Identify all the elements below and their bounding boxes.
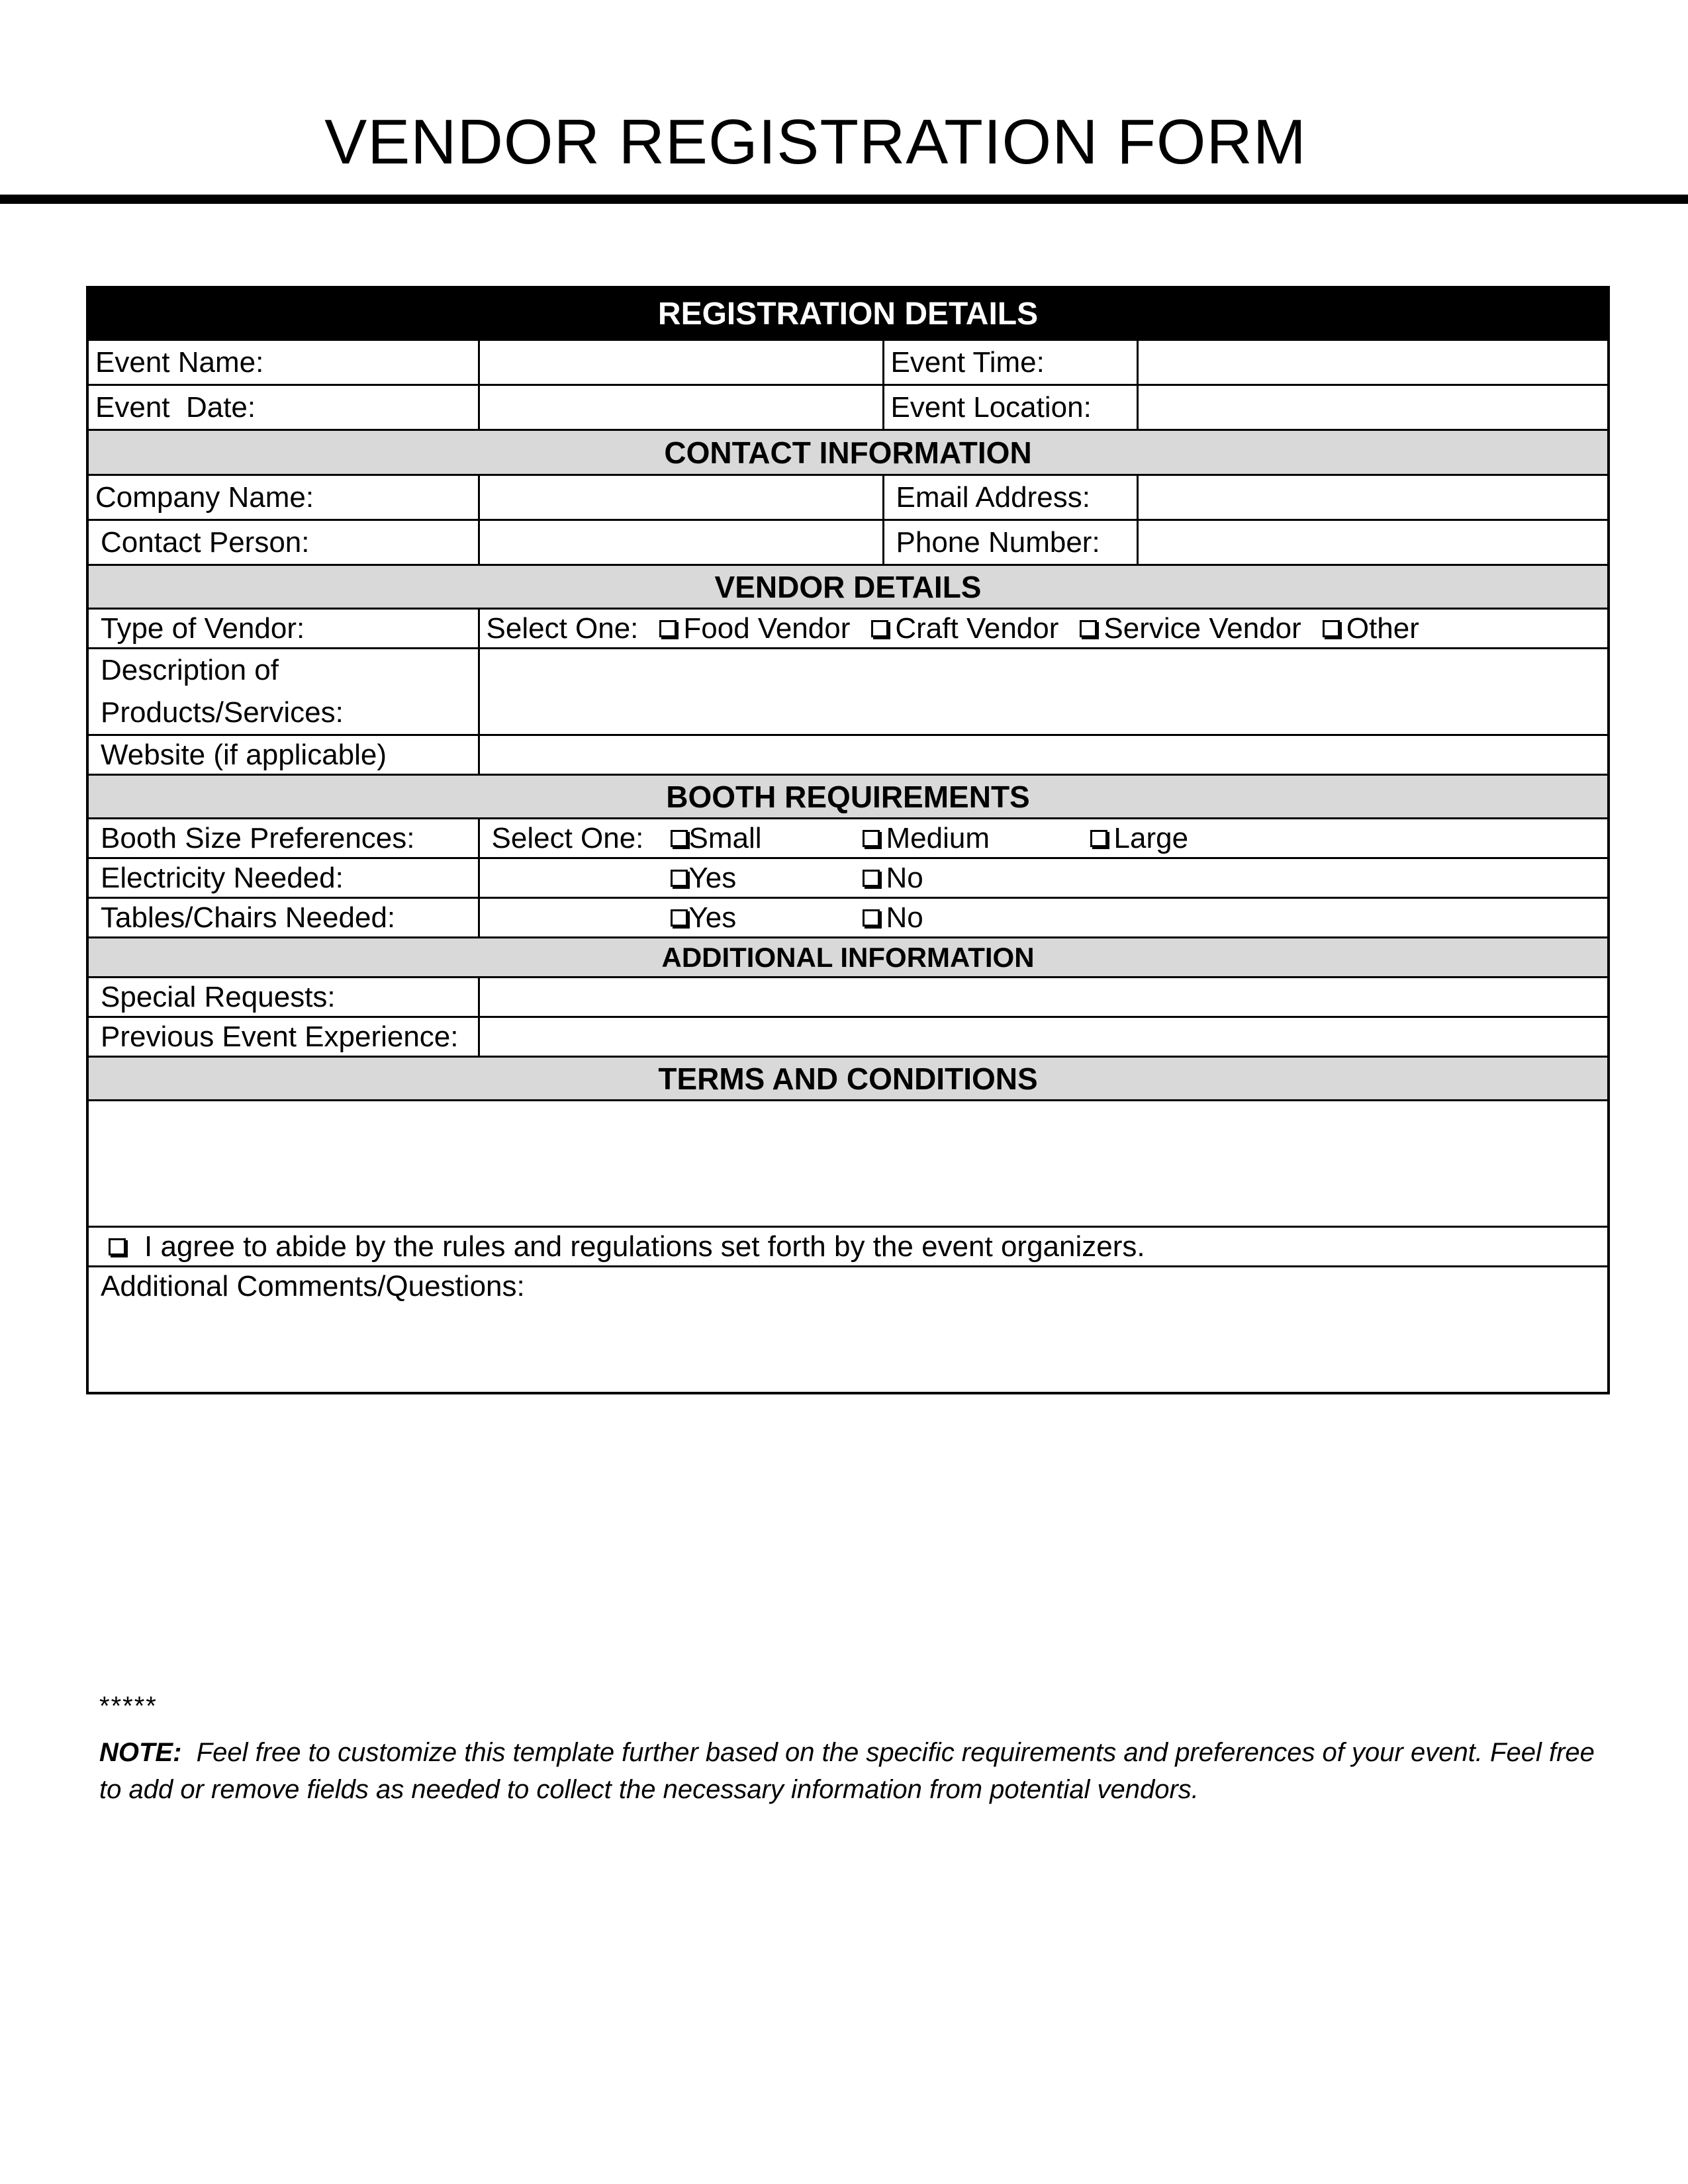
field-event-date[interactable] (479, 385, 883, 430)
section-header-registration: REGISTRATION DETAILS (87, 287, 1609, 340)
vendor-select-one-label: Select One: (486, 612, 639, 645)
field-event-time[interactable] (1137, 340, 1609, 385)
label-tables-chairs-needed: Tables/Chairs Needed: (87, 898, 479, 938)
label-description-products-services: Description of Products/Services: (87, 649, 479, 735)
section-header-additional: ADDITIONAL INFORMATION (87, 938, 1609, 978)
option-other[interactable] (1323, 612, 1419, 645)
checkbox-icon[interactable] (1090, 830, 1107, 847)
note-label: NOTE: (99, 1738, 182, 1767)
checkbox-icon[interactable] (863, 870, 880, 887)
option-label: Service Vendor (1103, 612, 1301, 645)
footer-note (99, 1734, 1622, 1808)
checkbox-icon[interactable] (109, 1238, 126, 1255)
option-small[interactable] (671, 822, 863, 855)
field-event-name[interactable] (479, 340, 883, 385)
label-company-name: Company Name: (87, 475, 479, 520)
label-previous-event-experience: Previous Event Experience: (87, 1017, 479, 1057)
terms-text-area[interactable] (87, 1101, 1609, 1227)
page-title: VENDOR REGISTRATION FORM (324, 107, 1307, 177)
field-event-location[interactable] (1137, 385, 1609, 430)
option-electricity-yes[interactable] (671, 862, 863, 895)
label-event-name: Event Name: (87, 340, 479, 385)
checkbox-icon[interactable] (863, 830, 880, 847)
label-additional-comments: Additional Comments/Questions: (101, 1270, 525, 1302)
option-label: No (886, 861, 923, 894)
field-description-products-services[interactable] (479, 649, 1609, 735)
separator-stars: ***** (99, 1692, 158, 1721)
section-header-vendor: VENDOR DETAILS (87, 565, 1609, 609)
label-phone-number: Phone Number: (883, 520, 1137, 565)
additional-comments-box[interactable] (87, 1267, 1609, 1394)
label-website: Website (if applicable) (87, 735, 479, 775)
checkbox-icon[interactable] (863, 909, 880, 927)
section-header-terms: TERMS AND CONDITIONS (87, 1057, 1609, 1101)
label-event-time: Event Time: (883, 340, 1137, 385)
option-label: No (886, 901, 923, 934)
checkbox-icon[interactable] (871, 620, 888, 637)
title-divider (0, 195, 1688, 204)
label-type-of-vendor: Type of Vendor: (87, 609, 479, 649)
option-label: Food Vendor (683, 612, 851, 645)
field-website[interactable] (479, 735, 1609, 775)
label-event-location: Event Location: (883, 385, 1137, 430)
field-phone-number[interactable] (1137, 520, 1609, 565)
option-label: Craft Vendor (895, 612, 1059, 645)
option-medium[interactable] (863, 822, 1090, 855)
checkbox-icon[interactable] (659, 620, 677, 637)
option-label: Yes (688, 861, 737, 894)
label-booth-size: Booth Size Preferences: (87, 819, 479, 858)
checkbox-icon[interactable] (1323, 620, 1340, 637)
option-tables-yes[interactable] (671, 901, 863, 934)
section-header-booth: BOOTH REQUIREMENTS (87, 775, 1609, 819)
vendor-type-options (479, 609, 1609, 649)
label-special-requests: Special Requests: (87, 978, 479, 1017)
checkbox-icon[interactable] (1080, 620, 1097, 637)
checkbox-icon[interactable] (671, 870, 688, 887)
electricity-options (479, 858, 1609, 898)
option-label: Other (1346, 612, 1419, 645)
section-header-contact: CONTACT INFORMATION (87, 430, 1609, 475)
option-large[interactable] (1090, 822, 1189, 855)
vendor-form-table (86, 286, 1610, 1394)
note-text: Feel free to customize this template further based on the specific requirements and preferences of your event. Feel free to add or remove fields as needed to collect the necessary information from potential vendors. (99, 1738, 1595, 1804)
label-contact-person: Contact Person: (87, 520, 479, 565)
option-service-vendor[interactable] (1080, 612, 1301, 645)
option-label: Large (1113, 821, 1189, 854)
option-craft-vendor[interactable] (871, 612, 1058, 645)
checkbox-icon[interactable] (671, 830, 688, 847)
field-previous-event-experience[interactable] (479, 1017, 1609, 1057)
field-company-name[interactable] (479, 475, 883, 520)
label-electricity-needed: Electricity Needed: (87, 858, 479, 898)
field-contact-person[interactable] (479, 520, 883, 565)
label-email-address: Email Address: (883, 475, 1137, 520)
tables-options (479, 898, 1609, 938)
checkbox-icon[interactable] (671, 909, 688, 927)
option-label: Medium (886, 821, 990, 854)
option-label: Yes (688, 901, 737, 934)
option-tables-no[interactable] (863, 901, 923, 934)
field-email-address[interactable] (1137, 475, 1609, 520)
label-event-date: Event Date: (87, 385, 479, 430)
option-electricity-no[interactable] (863, 862, 923, 895)
agree-terms-row[interactable] (87, 1227, 1609, 1267)
option-label: Small (688, 821, 762, 854)
booth-size-options (479, 819, 1609, 858)
booth-select-one-label: Select One: (491, 821, 644, 854)
agree-terms-label: I agree to abide by the rules and regulations set forth by the event organizers. (144, 1230, 1145, 1263)
field-special-requests[interactable] (479, 978, 1609, 1017)
option-food-vendor[interactable] (659, 612, 850, 645)
